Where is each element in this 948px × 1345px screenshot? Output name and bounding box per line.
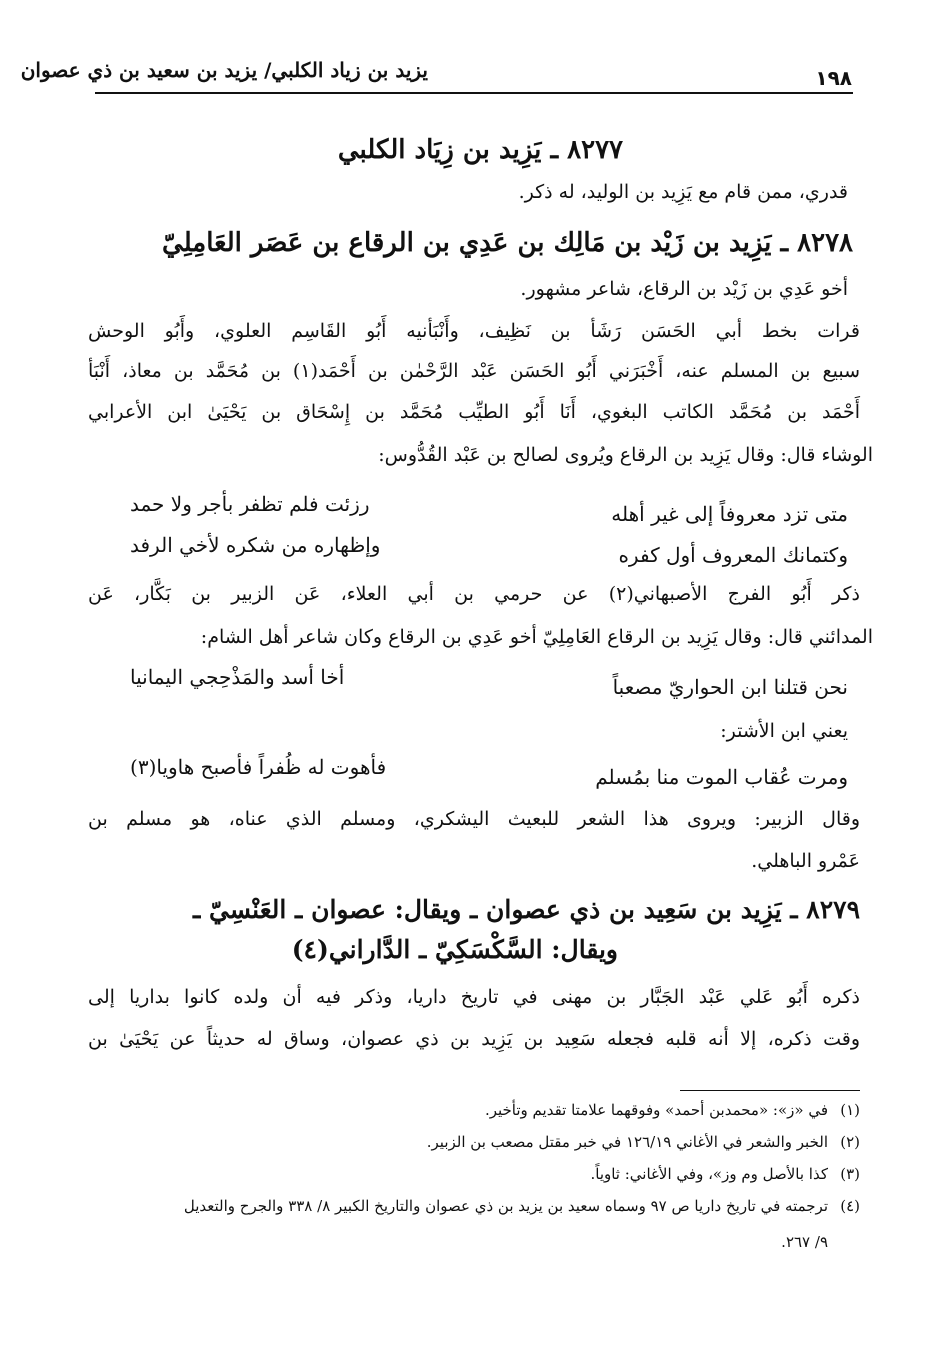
footnote-text: ترجمته في تاريخ داريا ص ٩٧ وسماه سعيد بن يزيد بن ذي عصوان والتاريخ الكبير ٨/ ٣٣٨ والجرح والتعديل xyxy=(183,1197,828,1215)
footnote-number: (٢) xyxy=(840,1133,860,1151)
verse-hemistich-right: متى تزد معروفاً إلى غير أهله xyxy=(611,502,848,526)
page-number: ١٩٨ xyxy=(815,66,852,90)
verse-hemistich-left: رزئت فلم تظفر بأجر ولا حمد xyxy=(130,492,370,516)
text-line: يعني ابن الأشتر: xyxy=(720,720,848,742)
verse-hemistich-left: فأهوت له ظُفراً فأصبح هاويا(٣) xyxy=(130,755,387,779)
text-line-content: قرات بخط أبي الحَسَن رَشَأ بن نَظِيف، وأَنْبَأنيه أَبُو القَاسِم العلوي، وأَبُو الوحش xyxy=(88,320,860,342)
running-header: يزيد بن زياد الكلبي/ يزيد بن سعيد بن ذي عصوان xyxy=(20,58,428,82)
text-line xyxy=(88,403,860,422)
text-line-content: وقت ذكره، إلا أنه قلبه فجعله سَعِيد بن يَزِيد بن ذي عصوان، وساق له حديثاً عن يَحْيَىٰ بن xyxy=(88,1028,860,1050)
text-line: الوشاء قال: وقال يَزِيد بن الرقاع ويُروى لصالح بن عَبْد القُدُّوس: xyxy=(378,444,873,466)
text-line xyxy=(88,362,860,381)
entry-heading-8279-cont: ويقال: السَّكْسَكِيّ ـ الدَّاراني(٤) xyxy=(291,935,618,964)
text-line-content: ذكر أَبُو الفرج الأصبهاني(٢) عن حرمي بن أبي العلاء، عَن الزبير بن بَكَّار، عَن xyxy=(88,583,861,605)
text-line xyxy=(88,988,860,1007)
text-line xyxy=(88,810,860,829)
footnote-text: الخبر والشعر في الأغاني ١٢٦/١٩ في خبر مقتل مصعب بن الزبير. xyxy=(426,1133,828,1151)
text-line-content: أَحْمَد بن مُحَمَّد الكاتب البغوي، أَنَا أَبُو الطيِّب مُحَمَّد بن إِسْحَاق بن يَحْيَىٰ ابن الأعرابي xyxy=(88,401,860,423)
footnote xyxy=(485,1103,860,1118)
text-line-content: ذكره أَبُو عَلي عَبْد الجَبَّار بن مهنى في تاريخ داريا، وذكر فيه أن ولده كانوا بداريا إلى xyxy=(88,986,860,1008)
text-line-content: وقال الزبير: ويروى هذا الشعر للبعيث اليشكري، ومسلم الذي عناه، هو مسلم بن xyxy=(88,808,860,830)
entry-heading-8278: ٨٢٧٨ ـ يَزِيد بن زَيْد بن مَالِك بن عَدِي بن الرقاع بن عَصَر العَامِلِيّ xyxy=(162,228,853,258)
footnote xyxy=(427,1135,860,1150)
entry-heading-8279: ٨٢٧٩ ـ يَزِيد بن سَعِيد بن ذي عصوان ـ ويقال: عصوان ـ العَنْسِيّ ـ xyxy=(193,895,860,924)
text-line: عَمْرو الباهلي. xyxy=(751,850,860,872)
verse-hemistich-left: وإظهاره من شكره لأخي الرفد xyxy=(130,533,381,557)
verse-hemistich-right: وكتمانك المعروف أول كفره xyxy=(618,543,848,567)
header-rule xyxy=(95,92,853,94)
footnote xyxy=(184,1199,860,1214)
footnote xyxy=(590,1167,860,1182)
verse-hemistich-right: ومرت عُقاب الموت منا بمُسلم xyxy=(595,765,848,789)
entry-heading-8277: ٨٢٧٧ ـ يَزِيد بن زِيَاد الكلبي xyxy=(337,135,623,165)
footnote-text: كذا بالأصل وم وز»، وفي الأغاني: ثاوياً. xyxy=(590,1165,828,1183)
footnote-number: (١) xyxy=(840,1101,860,1119)
text-line xyxy=(88,1030,860,1049)
footnote-rule xyxy=(680,1090,860,1091)
footnote-number: (٤) xyxy=(840,1197,860,1215)
text-line xyxy=(88,322,860,341)
text-line xyxy=(88,585,860,604)
footnote-number: (٣) xyxy=(840,1165,860,1183)
entry-text: أخو عَدِي بن زَيْد بن الرقاع، شاعر مشهور. xyxy=(520,278,848,300)
verse-hemistich-right: نحن قتلنا ابن الحواريّ مصعباً xyxy=(612,675,848,699)
verse-hemistich-left: أخا أسد والمَذْحِجي اليمانيا xyxy=(130,665,345,689)
text-line-content: سبيع بن المسلم عنه، أَخْبَرَني أَبُو الحَسَن عَبْد الرَّحْمٰن بن أَحْمَد(١) بن مُحَمَّد بن معاذ، أَنْبَأ xyxy=(88,360,860,382)
footnote-continuation: ٩/ ٢٦٧. xyxy=(781,1233,828,1251)
text-line: المدائني قال: وقال يَزِيد بن الرقاع العَامِلِيّ أخو عَدِي بن الرقاع وكان شاعر أهل الشام: xyxy=(200,626,873,648)
footnote-text: في «ز»: «محمدبن أحمد» وفوقهما علامتا تقديم وتأخير. xyxy=(484,1101,828,1119)
entry-text: قدري، ممن قام مع يَزِيد بن الوليد، له ذكر. xyxy=(518,181,848,203)
